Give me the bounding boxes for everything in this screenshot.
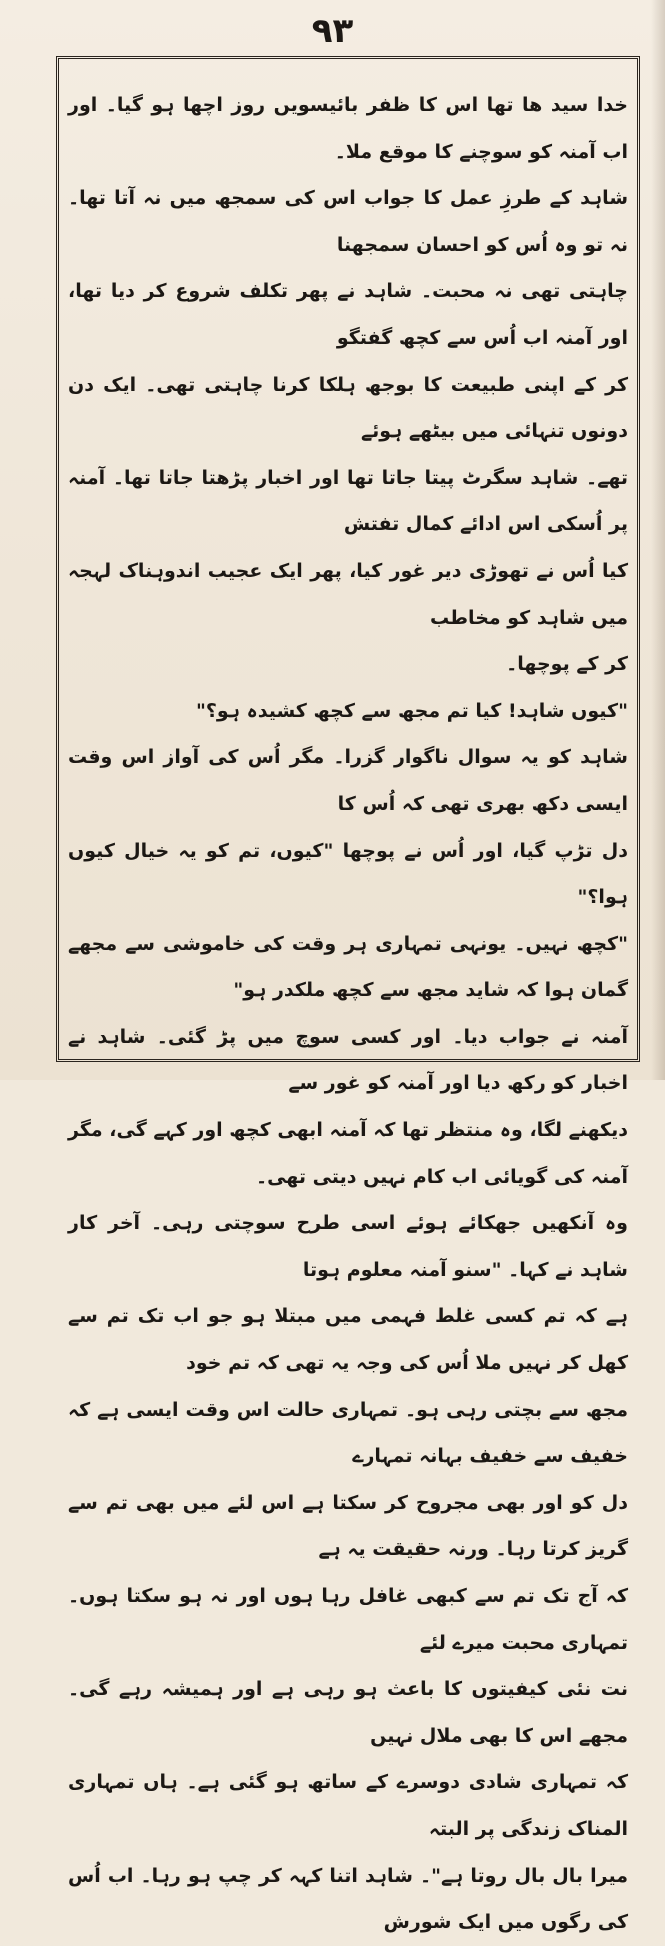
text-line: دیکھنے لگا، وہ منتظر تھا کہ آمنہ ابھی کچھ اور کہے گی، مگر آمنہ کی گویائی اب کام نہیں دیتی تھی۔ [68, 1119, 628, 1188]
body-text [68, 82, 628, 1934]
text-line: نت نئی کیفیتوں کا باعث ہو رہی ہے اور ہمیشہ رہے گی۔ مجھے اس کا بھی ملال نہیں [68, 1678, 628, 1747]
text-line: آمنہ نے جواب دیا۔ اور کسی سوچ میں پڑ گئی۔ شاہد نے اخبار کو رکھ دیا اور آمنہ کو غور سے [68, 1025, 628, 1095]
text-line: وہ آنکھیں جھکائے ہوئے اسی طرح سوچتی رہی۔ آخر کار شاہد نے کہا۔ "سنو آمنہ معلوم ہوتا [68, 1212, 628, 1281]
text-line: دل تڑپ گیا، اور اُس نے پوچھا "کیوں، تم کو یہ خیال کیوں ہوا؟" [68, 839, 628, 909]
text-line: شاہد کو یہ سوال ناگوار گزرا۔ مگر اُس کی آواز اس وقت ایسی دکھ بھری تھی کہ اُس کا [68, 746, 628, 815]
text-line: کہ تمہاری شادی دوسرے کے ساتھ ہو گئی ہے۔ ہاں تمہاری المناک زندگی پر البتہ [68, 1771, 628, 1840]
text-line: "کیوں شاہد! کیا تم مجھ سے کچھ کشیدہ ہو؟" [196, 699, 628, 722]
text-line: چاہتی تھی نہ محبت۔ شاہد نے پھر تکلف شروع کر دیا تھا، اور آمنہ اب اُس سے کچھ گفتگو [68, 280, 628, 349]
text-line: کر کے پوچھا۔ [506, 653, 628, 676]
text-line: کر کے اپنی طبیعت کا بوجھ ہلکا کرنا چاہتی تھی۔ ایک دن دونوں تنہائی میں بیٹھے ہوئے [68, 373, 628, 443]
text-line: ہے کہ تم کسی غلط فہمی میں مبتلا ہو جو اب تک تم سے کھل کر نہیں ملا اُس کی وجہ یہ تھی کہ تم خود [68, 1305, 628, 1375]
text-line: مجھ سے بچتی رہی ہو۔ تمہاری حالت اس وقت ایسی ہے کہ خفیف سے خفیف بہانہ تمہارے [68, 1398, 628, 1468]
text-line: "کچھ نہیں۔ یونہی تمہاری ہر وقت کی خاموشی سے مجھے گمان ہوا کہ شاید مجھ سے کچھ ملکدر ہو" [68, 932, 628, 1002]
text-line: کہ آج تک تم سے کبھی غافل رہا ہوں اور نہ ہو سکتا ہوں۔ تمہاری محبت میرے لئے [68, 1585, 628, 1654]
text-line: دل کو اور بھی مجروح کر سکتا ہے اس لئے میں بھی تم سے گریز کرتا رہا۔ ورنہ حقیقت یہ ہے [68, 1491, 628, 1561]
page-edge-shadow [651, 0, 665, 1080]
text-line: خدا سید ھا تھا اس کا ظفر بائیسویں روز اچھا ہو گیا۔ اور اب آمنہ کو سوچنے کا موقع ملا۔ [68, 94, 628, 163]
text-line: کیا اُس نے تھوڑی دیر غور کیا، پھر ایک عجیب اندوہناک لہجہ میں شاہد کو مخاطب [68, 559, 628, 629]
text-line: میرا بال بال روتا ہے"۔ شاہد اتنا کہہ کر چپ ہو رہا۔ اب اُس کی رگوں میں ایک شورش [68, 1864, 628, 1934]
text-line: تھے۔ شاہد سگرٹ پیتا جاتا تھا اور اخبار پڑھتا جاتا تھا۔ آمنہ پر اُسکی اس ادائے کمال تفتش [68, 466, 628, 536]
text-line: شاہد کے طرزِ عمل کا جواب اس کی سمجھ میں نہ آتا تھا۔ نہ تو وہ اُس کو احسان سمجھنا [68, 187, 628, 256]
page-number: ٩٣ [311, 11, 354, 51]
